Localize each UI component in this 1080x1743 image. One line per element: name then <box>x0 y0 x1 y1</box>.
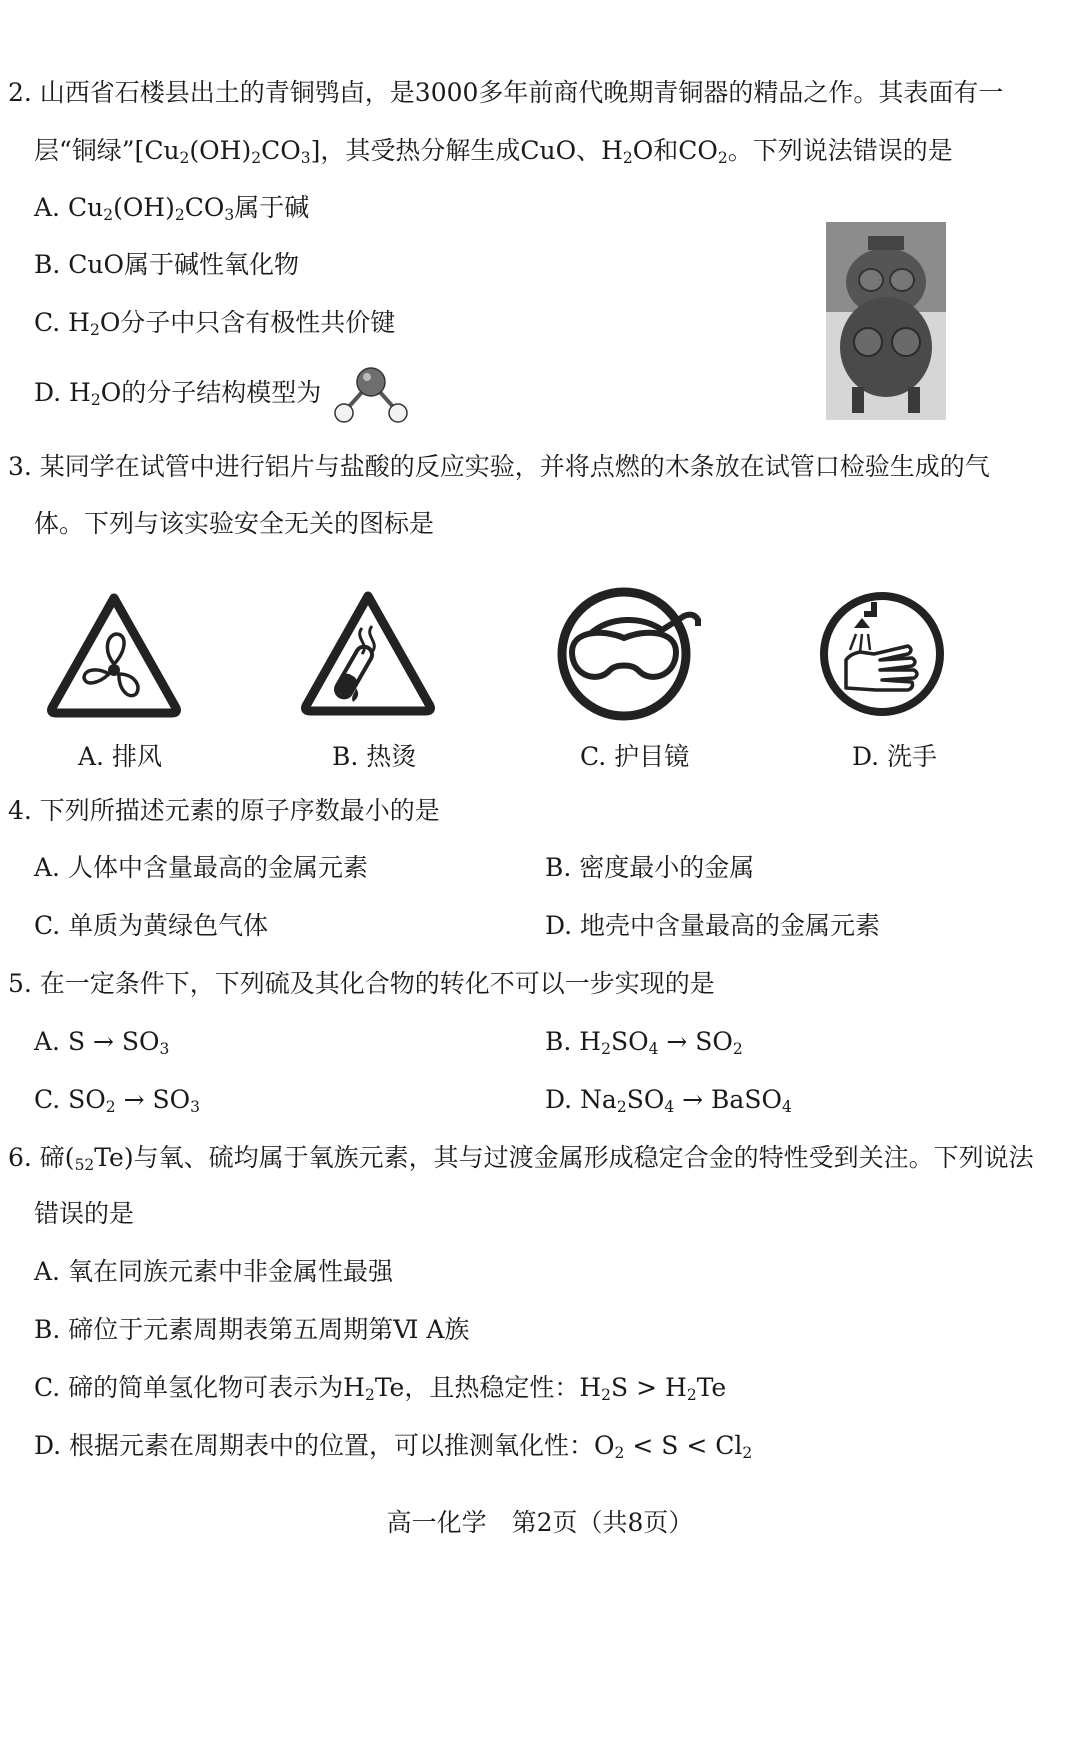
subscript: 2 <box>364 1385 375 1404</box>
q5-stem: 5. 在一定条件下，下列硫及其化合物的转化不可以一步实现的是 <box>8 969 715 998</box>
subscript: 2 <box>742 1443 753 1462</box>
subscript: 2 <box>732 1039 743 1058</box>
opt-text: < S < Cl <box>624 1431 743 1460</box>
subscript: 2 <box>601 1385 612 1404</box>
subscript: 2 <box>622 148 633 167</box>
q5-option-d <box>545 1085 792 1115</box>
q2-text: O和CO <box>632 136 718 165</box>
subscript: 2 <box>616 1097 627 1116</box>
opt-text: CO <box>184 193 225 222</box>
opt-text: → SO <box>115 1085 191 1114</box>
subscript: 2 <box>614 1443 625 1462</box>
water-molecule-model <box>326 360 416 430</box>
wash-hands-icon <box>816 588 948 720</box>
q5-option-c <box>34 1085 200 1115</box>
opt-text: O分子中只含有极性共价键 <box>99 308 396 337</box>
q6-option-a: A. 氧在同族元素中非金属性最强 <box>34 1257 393 1286</box>
opt-text: C. SO <box>34 1085 106 1114</box>
opt-text: SO <box>626 1085 665 1114</box>
q2-option-b: B. CuO属于碱性氧化物 <box>34 250 299 279</box>
opt-text: O的分子结构模型为 <box>100 378 322 407</box>
page-footer: 高一化学 第2页（共8页） <box>386 1508 694 1537</box>
icon-label-c: C. 护目镜 <box>580 742 690 771</box>
opt-text: S > H <box>611 1373 687 1402</box>
subscript: 3 <box>300 148 311 167</box>
q4-option-c: C. 单质为黄绿色气体 <box>34 911 269 940</box>
q3-stem-line1: 3. 某同学在试管中进行铝片与盐酸的反应实验，并将点燃的木条放在试管口检验生成的气 <box>8 452 990 481</box>
subscript: 2 <box>601 1039 611 1058</box>
q2-option-c <box>34 308 395 338</box>
subscript: 2 <box>105 1097 116 1116</box>
subscript: 3 <box>159 1039 170 1058</box>
q4-option-b: B. 密度最小的金属 <box>545 853 755 882</box>
q6-option-b: B. 碲位于元素周期表第五周期第Ⅵ A族 <box>34 1315 470 1344</box>
subscript: 2 <box>174 205 185 224</box>
q2-text: ]，其受热分解生成CuO、H <box>310 136 623 165</box>
subscript: 52 <box>74 1155 95 1174</box>
q2-option-d <box>34 378 321 408</box>
q6-text: 6. 碲( <box>8 1143 75 1172</box>
q2-stem-line2 <box>34 136 953 166</box>
opt-text: → BaSO <box>674 1085 782 1114</box>
icon-label-b: B. 热烫 <box>332 742 417 771</box>
q4-stem: 4. 下列所描述元素的原子序数最小的是 <box>8 796 440 825</box>
q2-text: CO <box>261 136 301 165</box>
q6-stem-line2: 错误的是 <box>34 1199 135 1228</box>
q6-option-c <box>34 1373 726 1403</box>
subscript: 4 <box>664 1097 675 1116</box>
subscript: 2 <box>103 205 114 224</box>
q2-stem-line1: 2. 山西省石楼县出土的青铜鸮卣，是3000多年前商代晚期青铜器的精品之作。其表面有一 <box>8 78 1004 107</box>
opt-text: 属于碱 <box>234 193 310 222</box>
q6-text: Te)与氧、硫均属于氧族元素，其与过渡金属形成稳定合金的特性受到关注。下列说法 <box>94 1143 1034 1172</box>
subscript: 3 <box>224 205 235 224</box>
opt-text: (OH) <box>113 193 175 222</box>
q6-stem-line1 <box>8 1143 1034 1173</box>
opt-text: A. Cu <box>34 193 104 222</box>
exhaust-fan-icon <box>44 590 184 718</box>
opt-text: SO <box>610 1027 649 1056</box>
subscript: 2 <box>89 320 100 339</box>
q2-text: 。下列说法错误的是 <box>727 136 953 165</box>
opt-text: C. 碲的简单氢化物可表示为H <box>34 1373 365 1402</box>
q6-option-d <box>34 1431 752 1461</box>
subscript: 3 <box>190 1097 200 1116</box>
q3-stem-line2: 体。下列与该实验安全无关的图标是 <box>34 509 435 538</box>
subscript: 2 <box>179 148 190 167</box>
subscript: 2 <box>90 390 101 409</box>
opt-text: Te <box>696 1373 727 1402</box>
bronze-owl-vessel-photo <box>826 222 946 420</box>
icon-label-a: A. 排风 <box>78 742 162 771</box>
q2-text: (OH) <box>189 136 252 165</box>
q2-option-a <box>34 193 309 223</box>
q2-text: 层“铜绿”[Cu <box>34 136 180 165</box>
opt-text: Te，且热稳定性：H <box>374 1373 602 1402</box>
subscript: 2 <box>251 148 262 167</box>
opt-text: D. Na <box>545 1085 617 1114</box>
icon-label-d: D. 洗手 <box>852 742 938 771</box>
opt-text: D. 根据元素在周期表中的位置，可以推测氧化性：O <box>34 1431 615 1460</box>
q4-option-a: A. 人体中含量最高的金属元素 <box>34 853 368 882</box>
subscript: 2 <box>686 1385 697 1404</box>
subscript: 4 <box>781 1097 792 1116</box>
safety-goggles-icon <box>554 586 704 722</box>
subscript: 4 <box>648 1039 659 1058</box>
opt-text: B. H <box>545 1027 602 1056</box>
hot-surface-icon <box>298 588 438 718</box>
opt-text: C. H <box>34 308 90 337</box>
subscript: 2 <box>717 148 728 167</box>
opt-text: D. H <box>34 378 91 407</box>
q5-option-b <box>545 1027 743 1057</box>
q4-option-d: D. 地壳中含量最高的金属元素 <box>545 911 881 940</box>
opt-text: → SO <box>658 1027 733 1056</box>
q5-option-a <box>34 1027 169 1057</box>
opt-text: A. S → SO <box>34 1027 160 1056</box>
